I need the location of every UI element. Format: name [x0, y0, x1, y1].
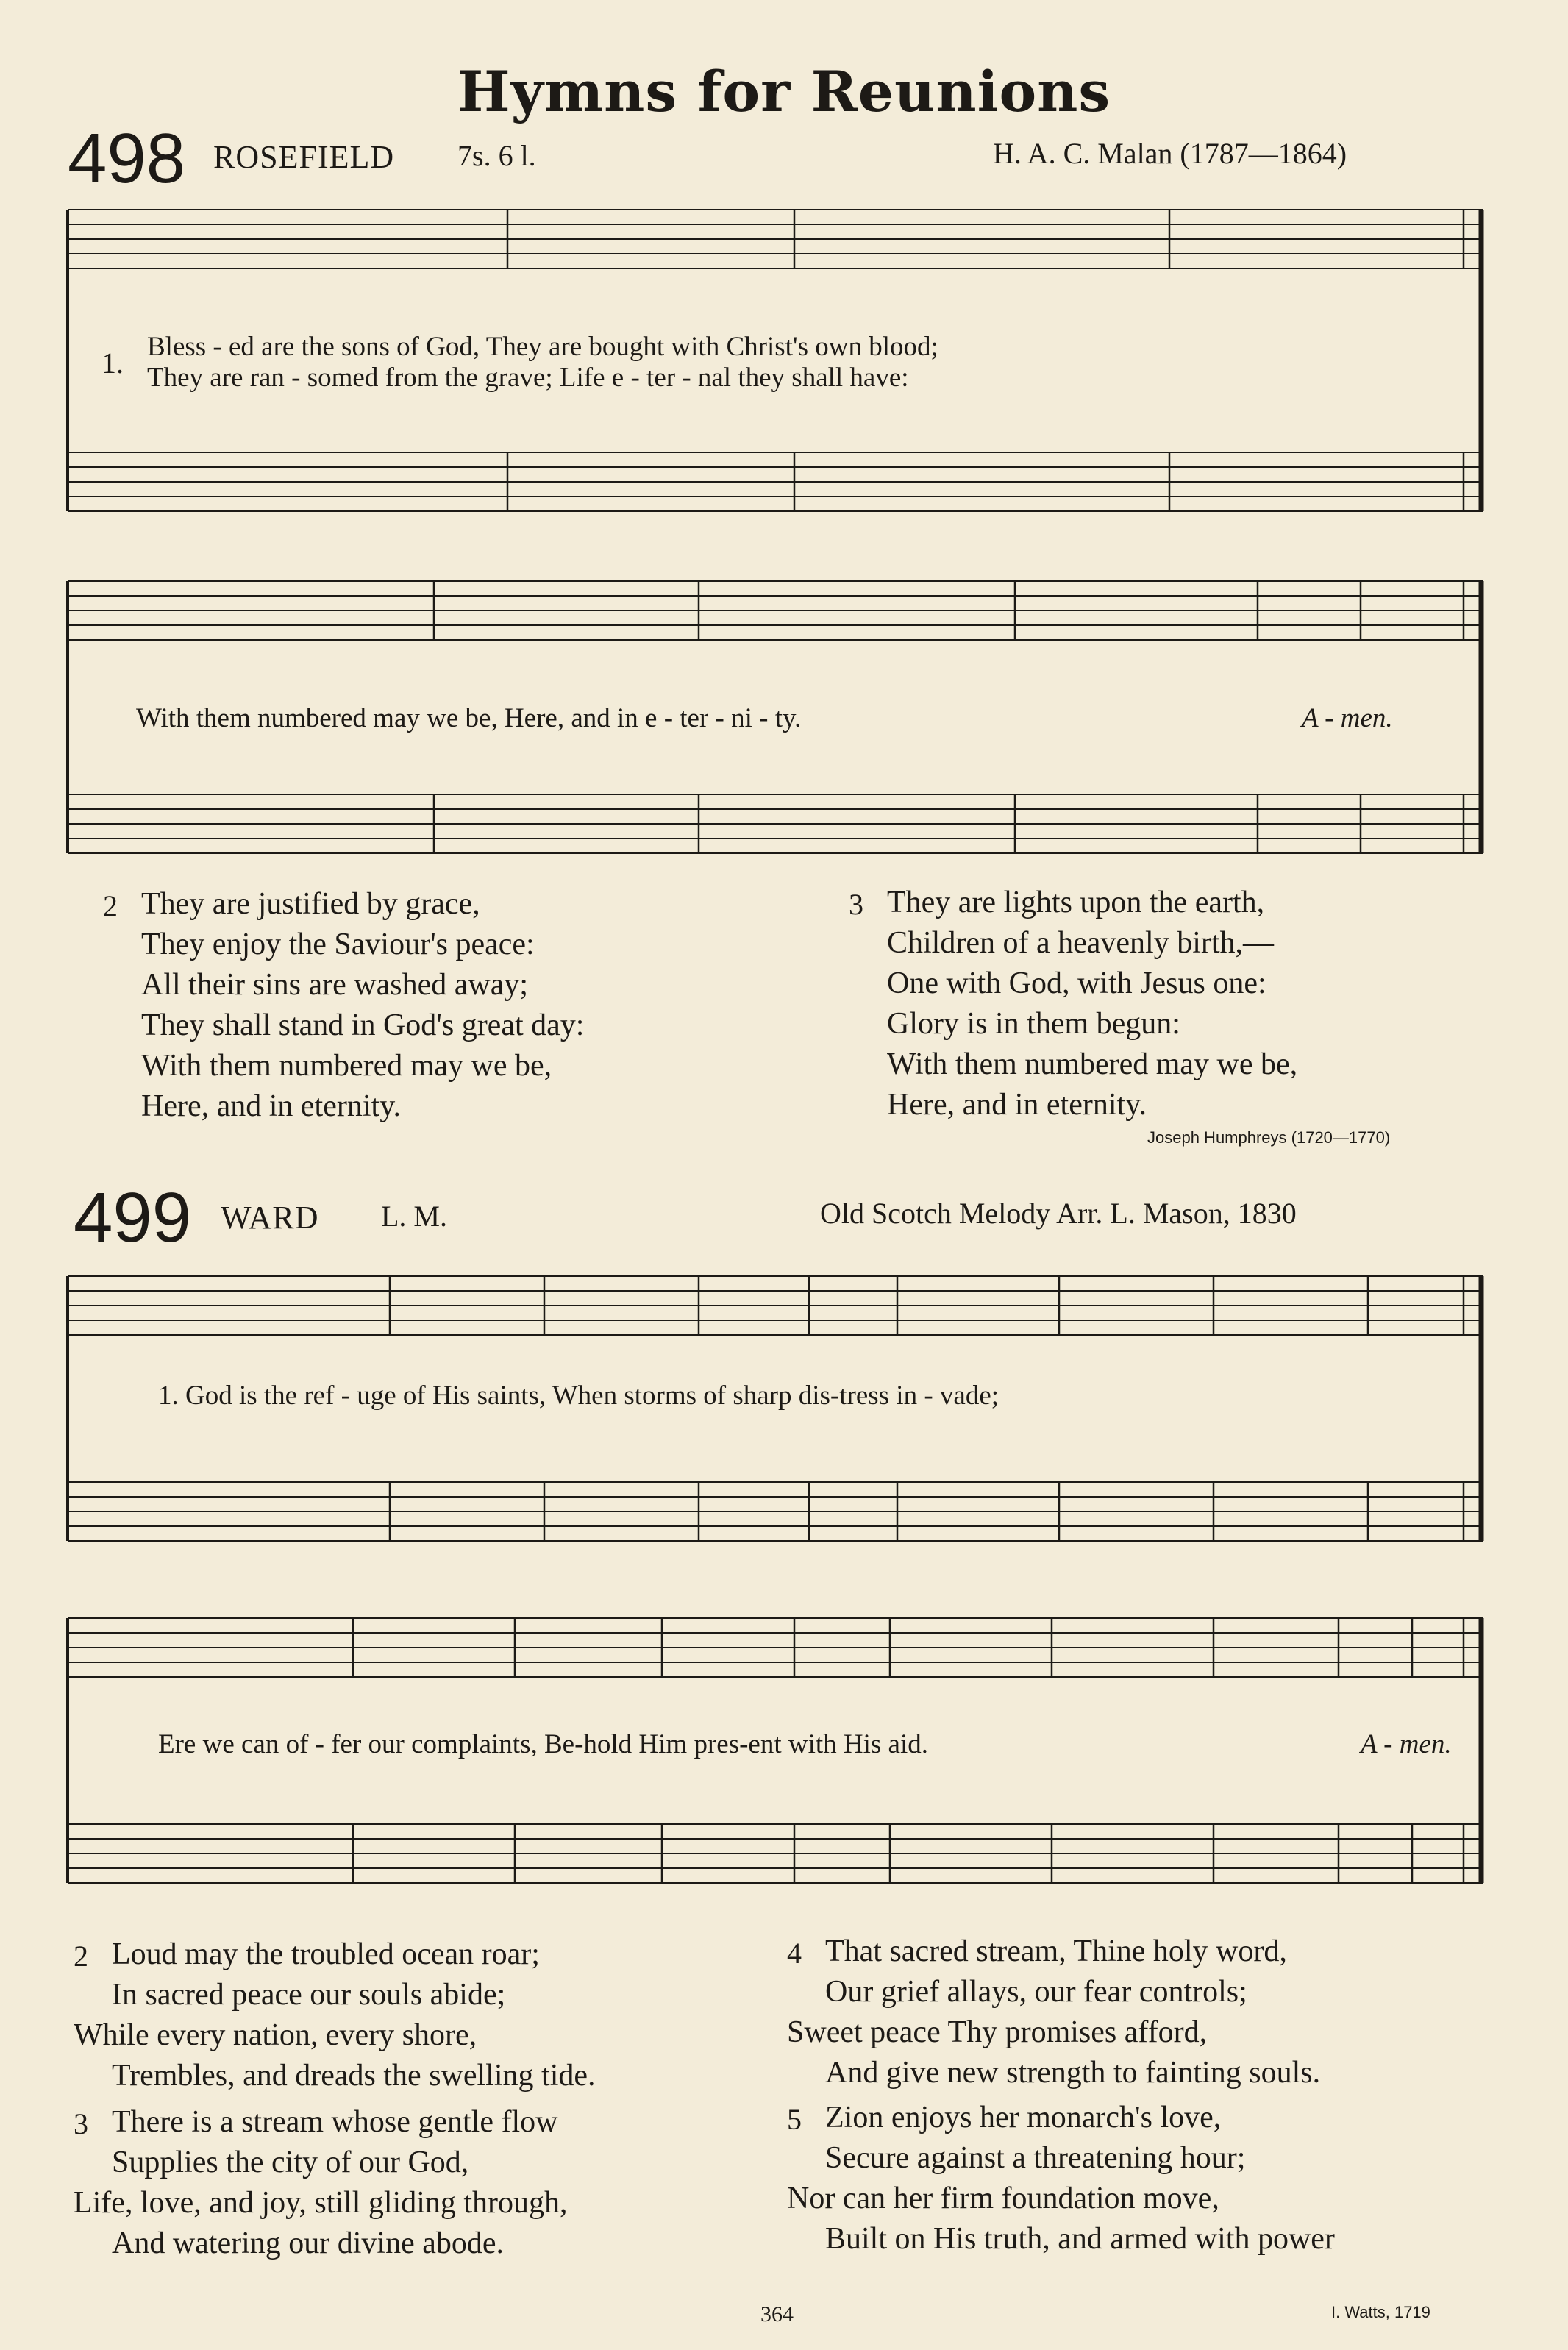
verse-line: Children of a heavenly birth,—	[887, 926, 1275, 960]
verse-line: They shall stand in God's great day:	[141, 1008, 585, 1042]
author-credit: Joseph Humphreys (1720—1770)	[1147, 1128, 1391, 1147]
page-title: Hymns for Reunions	[457, 59, 1111, 124]
verse-number: 3	[74, 2107, 88, 2140]
lyric-line: They are ran - somed from the grave; Life e - ter - nal they shall have:	[147, 363, 909, 393]
verse-line: They enjoy the Saviour's peace:	[141, 927, 535, 961]
verse-line: One with God, with Jesus one:	[887, 966, 1266, 1000]
verse-line: Nor can her firm foundation move,	[787, 2182, 1219, 2215]
verse-line: Zion enjoys her monarch's love,	[825, 2101, 1222, 2134]
meter: L. M.	[381, 1200, 447, 1233]
verse-line: While every nation, every shore,	[74, 2018, 477, 2052]
verse-line: That sacred stream, Thine holy word,	[825, 1934, 1287, 1968]
lyric-line: Ere we can of - fer our complaints, Be-hold Him pres-ent with His aid.	[158, 1729, 929, 1759]
tune-name: ROSEFIELD	[213, 139, 395, 175]
hymn-number: 498	[68, 119, 186, 198]
meter: 7s. 6 l.	[457, 139, 536, 172]
verse-line: Trembles, and dreads the swelling tide.	[112, 2059, 596, 2093]
verse-number: 4	[787, 1937, 802, 1970]
verse-line: All their sins are washed away;	[141, 968, 529, 1002]
verse-line: Life, love, and joy, still gliding through,	[74, 2186, 568, 2220]
verse-line: They are lights upon the earth,	[887, 886, 1265, 919]
verse-line: Secure against a threatening hour;	[825, 2141, 1246, 2175]
verse-line: Sweet peace Thy promises afford,	[787, 2015, 1208, 2049]
verse-line: There is a stream whose gentle flow	[112, 2105, 558, 2139]
amen-lyric: A - men.	[1361, 1729, 1452, 1759]
verse-line: In sacred peace our souls abide;	[112, 1978, 506, 2012]
amen-lyric: A - men.	[1302, 703, 1393, 733]
verse-line: And give new strength to fainting souls.	[825, 2056, 1321, 2090]
verse-line: Here, and in eternity.	[141, 1089, 401, 1123]
verse-number: 1.	[101, 346, 124, 380]
music-system	[66, 1261, 1486, 1563]
composer: Old Scotch Melody Arr. L. Mason, 1830	[820, 1197, 1297, 1230]
verse-line: With them numbered may we be,	[141, 1049, 552, 1083]
verse-number: 2	[74, 1940, 88, 1973]
verse-line: Built on His truth, and armed with power	[825, 2222, 1335, 2256]
verse-line: Here, and in eternity.	[887, 1088, 1147, 1122]
lyric-line: With them numbered may we be, Here, and in e - ter - ni - ty.	[136, 703, 802, 733]
verse-line: Supplies the city of our God,	[112, 2146, 469, 2179]
author-credit: I. Watts, 1719	[1331, 2303, 1430, 2321]
verse-number: 5	[787, 2103, 802, 2136]
verse-line: Loud may the troubled ocean roar;	[112, 1937, 540, 1971]
verse-line: Glory is in them begun:	[887, 1007, 1180, 1041]
verse-number: 3	[849, 888, 863, 921]
verse-line: Our grief allays, our fear controls;	[825, 1975, 1247, 2009]
verse-line: They are justified by grace,	[141, 887, 480, 921]
hymn-number: 499	[74, 1178, 192, 1257]
page-number: 364	[760, 2302, 794, 2326]
lyric-line: Bless - ed are the sons of God, They are bought with Christ's own blood;	[147, 332, 938, 362]
verse-line: With them numbered may we be,	[887, 1047, 1298, 1081]
verse-line: And watering our divine abode.	[112, 2226, 505, 2260]
lyric-line: 1. God is the ref - uge of His saints, When storms of sharp dis-tress in - vade;	[158, 1381, 999, 1411]
composer: H. A. C. Malan (1787—1864)	[993, 137, 1347, 170]
verse-number: 2	[103, 889, 118, 922]
tune-name: WARD	[221, 1200, 319, 1236]
